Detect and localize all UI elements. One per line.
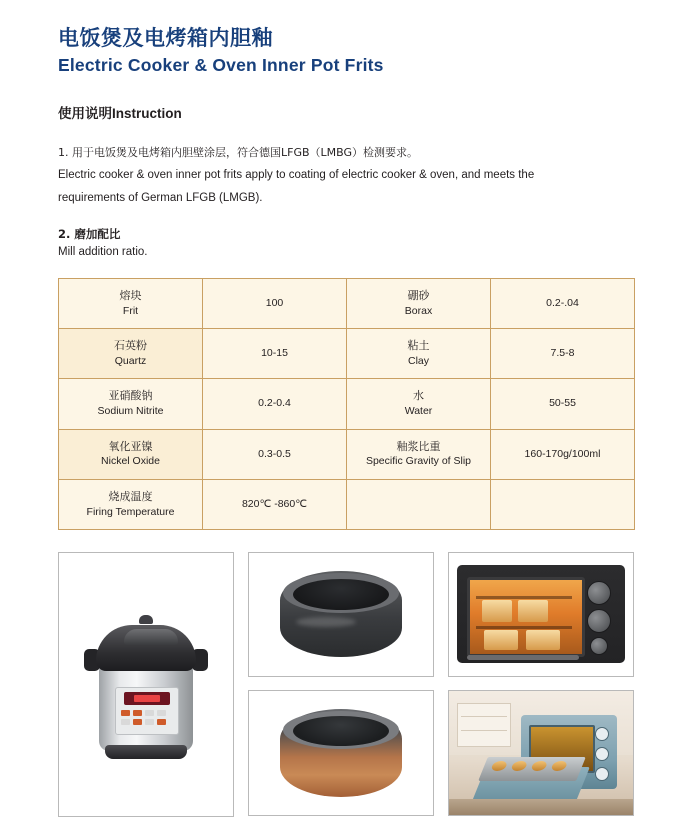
baked-item <box>550 761 568 771</box>
pressure-cooker-illustration <box>91 615 201 765</box>
table-row <box>59 479 635 529</box>
baked-item <box>490 761 508 771</box>
cell-value-sodium-nitrite: 0.2-0.4 <box>203 379 347 429</box>
instruction-item-1-en-line2: requirements of German LFGB (LMGB). <box>58 192 263 205</box>
cell-value-frit: 100 <box>203 279 347 329</box>
table-row <box>59 329 635 379</box>
cell-label-borax-cn: 硼砂 <box>407 289 430 303</box>
cell-label-frit-en: Frit <box>122 305 139 318</box>
cooker-button-grid <box>121 710 173 730</box>
cell-empty-label <box>347 479 491 529</box>
cooker-pressure-valve-icon <box>139 615 153 624</box>
dark-inner-pot-photo <box>248 552 434 677</box>
electric-pressure-cooker-photo <box>58 552 234 817</box>
mill-addition-ratio-table <box>58 278 635 530</box>
cell-label-frit <box>59 279 203 329</box>
table-row <box>59 379 635 429</box>
cell-value-clay: 7.5-8 <box>491 329 635 379</box>
pot-inner-surface <box>293 579 389 610</box>
cell-label-nickel-oxide-cn: 氧化亚镍 <box>108 439 153 453</box>
product-photo-gallery <box>58 552 635 817</box>
blue-oven-knobs <box>595 727 611 771</box>
kitchen-oven-with-tray-photo <box>448 690 634 816</box>
cell-value-firing-temperature: 820℃ -860℃ <box>203 479 347 529</box>
pot-highlight <box>296 617 356 627</box>
cell-label-nickel-oxide-en: Nickel Oxide <box>101 455 160 468</box>
oven-rack-top <box>476 596 572 599</box>
cell-label-quartz <box>59 329 203 379</box>
table-row <box>59 429 635 479</box>
instruction-item-1-en-line1: Electric cooker & oven inner pot frits apply to coating of electric cooker & oven, and meets the <box>58 169 535 182</box>
cell-label-quartz-en: Quartz <box>114 355 147 368</box>
cooker-control-panel <box>115 687 179 735</box>
instruction-item-2-cn: 2. 磨加配比 <box>58 227 121 242</box>
cell-label-firing-temperature-en: Firing Temperature <box>86 505 175 518</box>
toaster-oven-illustration <box>457 565 625 663</box>
cell-label-water-en: Water <box>404 405 433 418</box>
oven-door-handle <box>467 655 579 660</box>
baked-item <box>510 761 528 771</box>
cell-label-specific-gravity-en: Specific Gravity of Slip <box>365 455 472 468</box>
copper-pot-inner-surface <box>293 716 389 746</box>
photo-column-left <box>58 552 234 817</box>
instruction-item-1 <box>58 144 635 208</box>
baking-tray <box>478 757 586 781</box>
dark-inner-pot-illustration <box>280 571 402 657</box>
cell-label-specific-gravity-cn: 釉浆比重 <box>396 439 441 453</box>
instruction-heading: 使用说明Instruction <box>58 106 182 121</box>
cell-label-frit-cn: 熔块 <box>119 289 142 303</box>
cooker-lid-top <box>124 629 178 645</box>
page-title-cn: 电饭煲及电烤箱内胆釉 <box>58 26 273 50</box>
oven-food-item <box>518 600 548 622</box>
oven-glass-door <box>467 577 585 657</box>
cell-value-water: 50-55 <box>491 379 635 429</box>
kitchen-scene-illustration <box>449 691 633 815</box>
cell-empty-value <box>491 479 635 529</box>
cell-label-clay <box>347 329 491 379</box>
cell-value-borax: 0.2-.04 <box>491 279 635 329</box>
cell-label-sodium-nitrite-en: Sodium Nitrite <box>97 405 164 418</box>
cell-label-water <box>347 379 491 429</box>
oven-food-item <box>484 630 518 650</box>
oven-food-item <box>526 630 560 650</box>
kitchen-counter <box>449 799 633 815</box>
instruction-item-2 <box>58 226 635 258</box>
baked-item <box>530 761 548 771</box>
cell-label-water-cn: 水 <box>413 389 424 403</box>
kitchen-shelf <box>457 703 511 747</box>
cooker-display <box>124 692 170 705</box>
oven-rack-bottom <box>476 626 572 629</box>
oven-function-dial <box>587 609 611 633</box>
cell-label-sodium-nitrite <box>59 379 203 429</box>
table-row <box>59 279 635 329</box>
instruction-item-2-en: Mill addition ratio. <box>58 246 148 259</box>
cell-label-nickel-oxide <box>59 429 203 479</box>
instruction-item-1-cn: 1. 用于电饭煲及电烤箱内胆壁涂层，符合德国LFGB（LMBG）检测要求。 <box>58 146 419 159</box>
cell-label-clay-en: Clay <box>407 355 429 368</box>
black-toaster-oven-photo <box>448 552 634 677</box>
cell-label-borax-en: Borax <box>404 305 433 318</box>
copper-inner-pot-photo <box>248 690 434 816</box>
cell-label-specific-gravity <box>347 429 491 479</box>
cell-label-firing-temperature <box>59 479 203 529</box>
cooker-lid <box>96 625 196 671</box>
cell-label-clay-cn: 粘土 <box>407 339 430 353</box>
page-title-en: Electric Cooker & Oven Inner Pot Frits <box>58 55 384 75</box>
oven-timer-dial <box>590 637 608 655</box>
cooker-base <box>105 745 187 759</box>
cell-value-nickel-oxide: 0.3-0.5 <box>203 429 347 479</box>
cell-label-sodium-nitrite-cn: 亚硝酸钠 <box>108 389 153 403</box>
cell-value-quartz: 10-15 <box>203 329 347 379</box>
photo-column-right <box>448 552 634 817</box>
cell-value-specific-gravity: 160-170g/100ml <box>491 429 635 479</box>
oven-food-item <box>482 600 512 622</box>
oven-temperature-dial <box>587 581 611 605</box>
cell-label-borax <box>347 279 491 329</box>
cell-label-quartz-cn: 石英粉 <box>114 339 147 353</box>
copper-inner-pot-illustration <box>280 709 402 797</box>
photo-column-middle <box>248 552 434 817</box>
cell-label-firing-temperature-cn: 烧成温度 <box>108 489 153 503</box>
